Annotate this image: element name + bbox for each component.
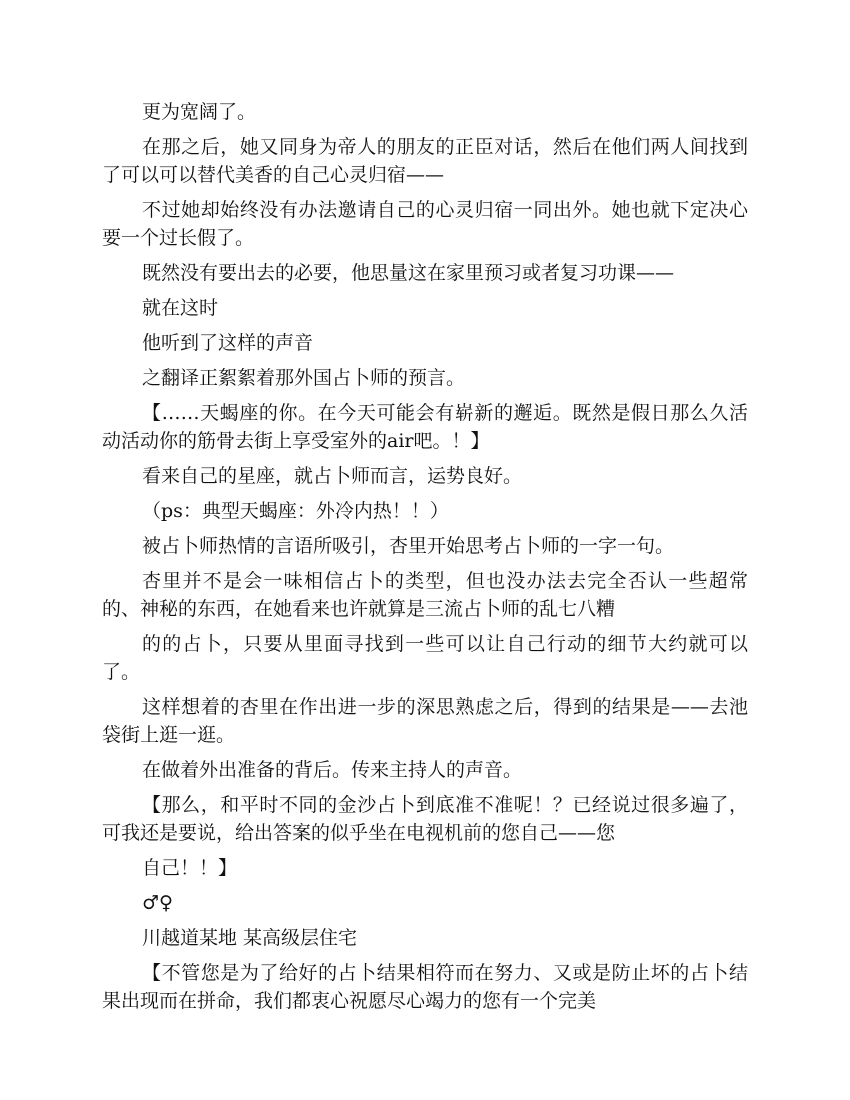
paragraph: 在做着外出准备的背后。传来主持人的声音。 xyxy=(142,759,523,781)
paragraph: 之翻译正絮絮着那外国占卜师的预言。 xyxy=(142,367,466,389)
paragraph: 【……天蝎座的你。在今天可能会有崭新的邂逅。既然是假日那么久活动活动你的筋骨去街上享受室外的air吧。！】 xyxy=(102,402,748,452)
paragraph: 自己！！】 xyxy=(142,857,238,879)
paragraph: 他听到了这样的声音 xyxy=(142,332,314,354)
paragraph: 【不管您是为了给好的占卜结果相符而在努力、又或是防止坏的占卜结果出现而在拼命，我们都衷心祝愿尽心竭力的您有一个完美 xyxy=(102,962,748,1012)
paragraph: 杏里并不是会一味相信占卜的类型，但也没办法去完全否认一些超常的、神秘的东西，在她看来也许就算是三流占卜师的乱七八糟 xyxy=(102,570,748,620)
paragraph: 被占卜师热情的言语所吸引，杏里开始思考占卜师的一字一句。 xyxy=(142,535,675,557)
scene-location: 川越道某地 某高级层住宅 xyxy=(142,927,358,949)
paragraph: 既然没有要出去的必要，他思量这在家里预习或者复习功课—— xyxy=(142,262,675,284)
scene-break: ♂♀ xyxy=(142,892,173,914)
paragraph: （ps：典型天蝎座：外冷内热！！） xyxy=(142,500,449,522)
paragraph: 更为宽阔了。 xyxy=(142,101,257,123)
paragraph: 就在这时 xyxy=(142,297,219,319)
paragraph: 的的占卜，只要从里面寻找到一些可以让自己行动的细节大约就可以了。 xyxy=(102,633,748,683)
paragraph: 在那之后，她又同身为帝人的朋友的正臣对话，然后在他们两人间找到了可以可以替代美香的自己心灵归宿—— xyxy=(102,136,748,186)
body-text xyxy=(102,98,748,1022)
paragraph: 不过她却始终没有办法邀请自己的心灵归宿一同出外。她也就下定决心要一个过长假了。 xyxy=(102,199,748,249)
paragraph: 这样想着的杏里在作出进一步的深思熟虑之后，得到的结果是——去池袋街上逛一逛。 xyxy=(102,696,748,746)
paragraph: 看来自己的星座，就占卜师而言，运势良好。 xyxy=(142,465,523,487)
paragraph: 【那么，和平时不同的金沙占卜到底准不准呢！？已经说过很多遍了，可我还是要说，给出答案的似乎坐在电视机前的您自己——您 xyxy=(102,794,748,844)
